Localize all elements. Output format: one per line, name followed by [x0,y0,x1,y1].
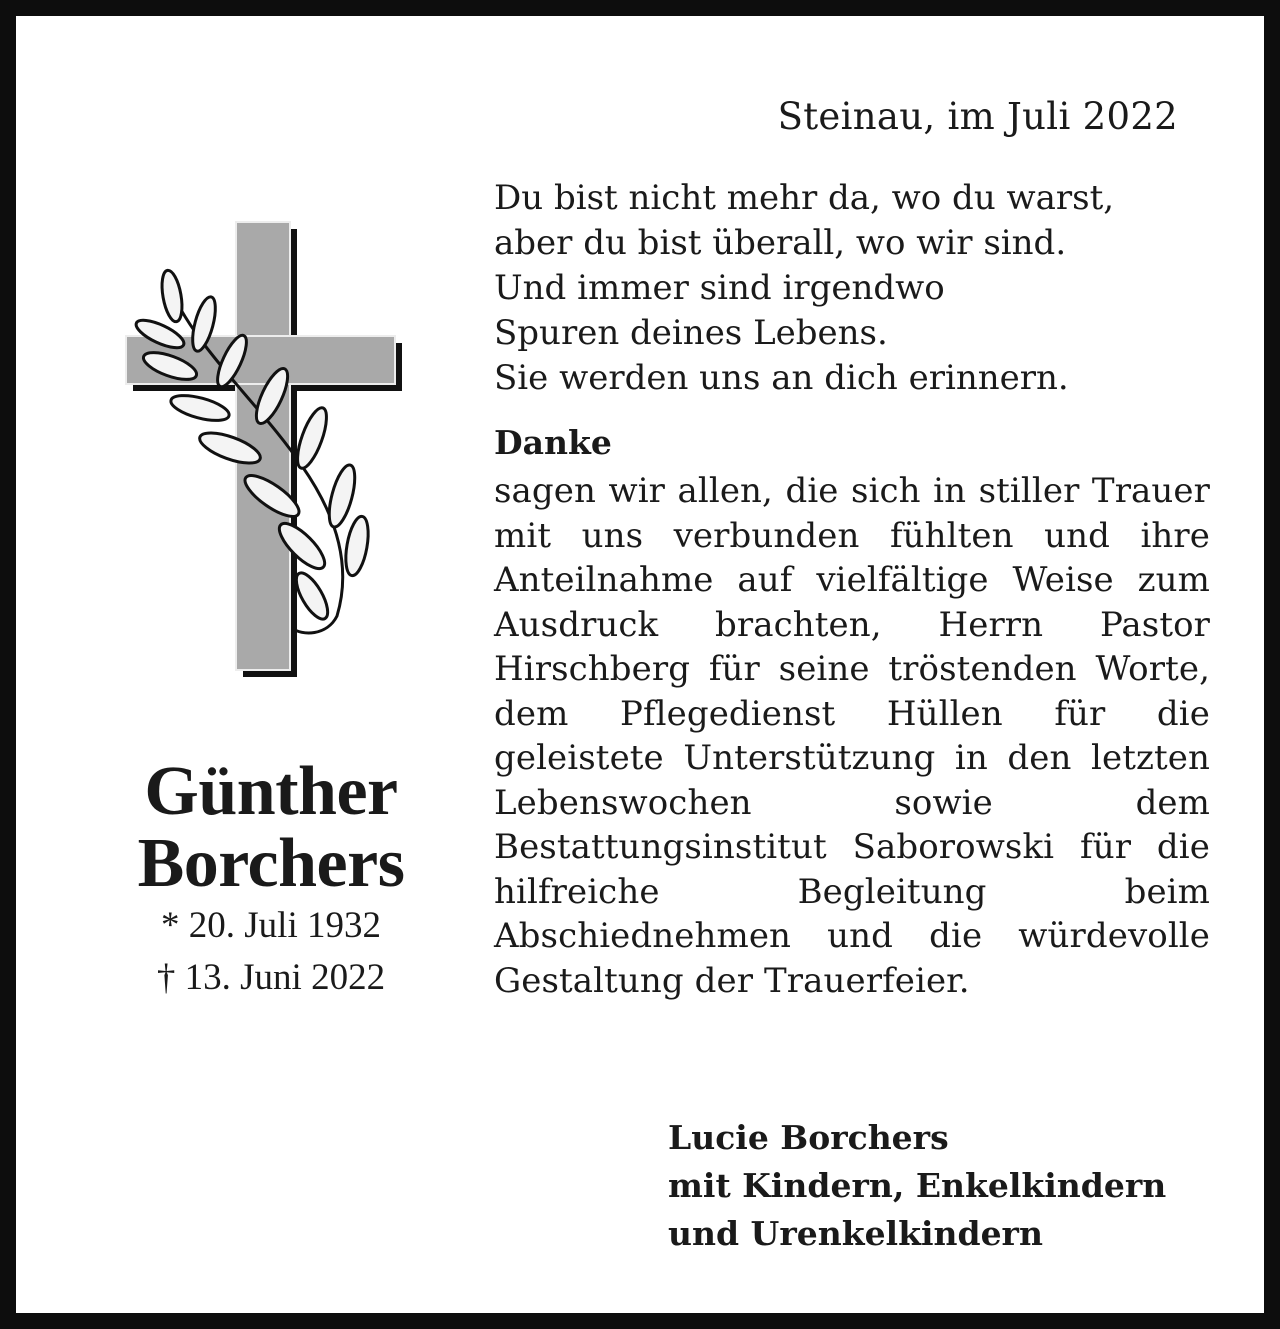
poem-line: Sie werden uns an dich erinnern. [494,358,1069,398]
signature-block [668,1114,1228,1258]
signature-line: und Urenkelkindern [668,1214,1043,1253]
poem-line: Du bist nicht mehr da, wo du warst, [494,178,1115,218]
cross-with-laurel-branch-icon [112,216,422,696]
poem-line: aber du bist überall, wo wir sind. [494,223,1067,263]
text-column [494,176,1210,1003]
poem-line: Und immer sind irgendwo [494,268,945,308]
deceased-block [106,753,436,1004]
poem [494,176,1210,401]
place-date: Steinau, im Juli 2022 [777,95,1178,138]
thanks-heading: Danke [494,423,612,462]
death-date: † 13. Juni 2022 [156,957,386,998]
signature-line: mit Kindern, Enkelkindern [668,1166,1167,1205]
signature-line: Lucie Borchers [668,1118,949,1157]
deceased-last-name: Borchers [137,825,405,902]
thanks-text: sagen wir allen, die sich in stiller Trauer mit uns verbunden fühlten und ihre Anteilnahme auf vielfältige Weise zum Ausdruck brachten, Herrn Pastor Hirschberg für seine tröstenden Worte, dem Pflegedienst Hüllen für die geleistete Unterstützung in den letzten Lebenswochen sowie dem Bestattungsinstitut Saborowski für die hilfreiche Begleitung beim Abschiednehmen und die würdevolle Gestaltung der Trauerfeier. [494,471,1210,1001]
deceased-first-name: Günther [144,753,398,830]
birth-date: * 20. Juli 1932 [161,905,381,946]
poem-line: Spuren deines Lebens. [494,313,888,353]
